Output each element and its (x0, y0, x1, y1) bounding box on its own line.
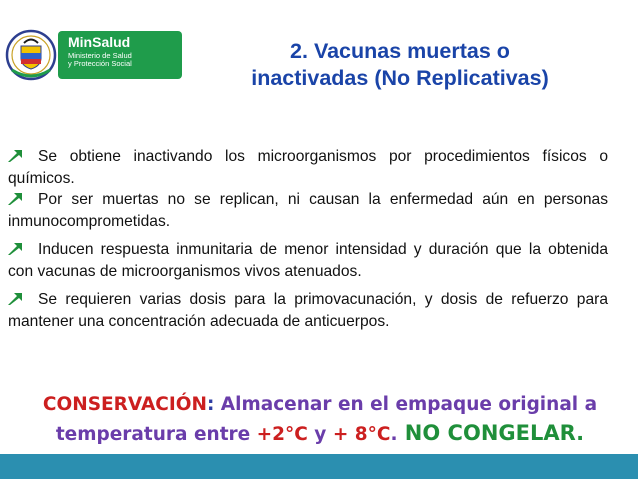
arrow-up-right-icon (8, 150, 22, 162)
logo-subtitle-line1: Ministerio de Salud (68, 50, 132, 60)
bullet-text: Se obtiene inactivando los microorganismos por procedimientos físicos o químicos. (8, 148, 608, 187)
conservation-separator: : (206, 394, 215, 415)
footer-bar (0, 454, 638, 479)
slide-title (200, 38, 600, 92)
temperature-min: +2°C (256, 424, 308, 445)
bullet-list (8, 146, 608, 339)
title-line1: 2. Vacunas muertas o (290, 39, 510, 63)
minsalud-logo (0, 26, 184, 84)
logo-subtitle-line2: y Protección Social (68, 58, 132, 68)
title-line2: inactivadas (No Replicativas) (251, 66, 549, 90)
arrow-up-right-icon (8, 193, 22, 205)
logo-text (68, 35, 132, 67)
conservation-text: Almacenar en el empaque original a temperatura entre (55, 394, 598, 445)
arrow-up-right-icon (8, 293, 22, 305)
arrow-up-right-icon (8, 243, 22, 255)
conservation-and: y (307, 424, 333, 445)
bullet-text: Inducen respuesta inmunitaria de menor intensidad y duración que la obtenida con vacunas de microorganismos vivos atenuados. (8, 241, 608, 280)
bullet-item (8, 189, 608, 232)
temperature-max: + 8°C (332, 424, 391, 445)
bullet-item (8, 146, 608, 189)
colombia-coat-of-arms-icon (4, 26, 58, 84)
conservation-note (20, 390, 620, 449)
logo-name: MinSalud (68, 34, 131, 50)
bullet-text: Por ser muertas no se replican, ni causan la enfermedad aún en personas inmunocomprometidas. (8, 191, 608, 230)
conservation-label: CONSERVACIÓN (42, 394, 207, 415)
no-freeze-warning: NO CONGELAR. (397, 421, 585, 445)
bullet-item (8, 289, 608, 332)
bullet-item (8, 239, 608, 282)
bullet-text: Se requieren varias dosis para la primovacunación, y dosis de refuerzo para mantener una concentración adecuada de anticuerpos. (8, 291, 608, 330)
conservation-dot: . (390, 424, 398, 445)
